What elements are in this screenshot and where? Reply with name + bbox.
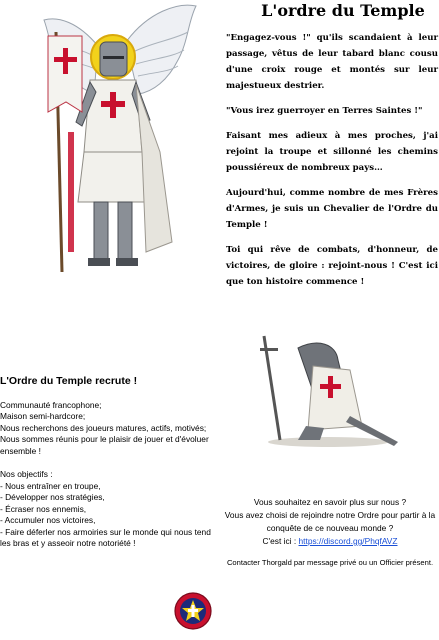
discord-link[interactable]: https://discord.gg/PhqfAVZ	[298, 536, 398, 546]
objective-item: - Développer nos stratégies,	[0, 492, 105, 502]
order-emblem-logo	[174, 592, 212, 630]
recruit-heading: L'Ordre du Temple recrute !	[0, 375, 138, 387]
recruitment-section	[0, 376, 220, 550]
recruit-line: Nous recherchons des joueurs matures, actifs, motivés;	[0, 422, 207, 433]
recruit-line: Communauté francophone;	[0, 399, 102, 410]
contact-section	[222, 496, 438, 569]
intro-paragraph: Aujourd'hui, comme nombre de mes Frères d'Armes, je suis un Chevalier de l'Ordre du Temple !	[226, 188, 438, 230]
contact-here-label: C'est ici :	[262, 536, 299, 546]
intro-paragraph: Toi qui rêve de combats, d'honneur, de victoires, de gloire : rejoint-nous ! C'est ici que ton histoire commence !	[226, 245, 438, 287]
objective-item: - Accumuler nos victoires,	[0, 515, 96, 525]
intro-paragraph: "Vous irez guerroyer en Terres Saintes !"	[226, 106, 423, 116]
winged-templar-knight-illustration	[38, 2, 198, 284]
contact-link-line	[222, 535, 438, 548]
contact-note: Contacter Thorgald par message privé ou un Officier présent.	[226, 558, 434, 567]
intro-text	[226, 30, 438, 299]
kneeling-knight-illustration	[258, 330, 408, 448]
objective-item: - Faire déferler nos armoiries sur le monde qui nous tend les bras et y asseoir notre notoriété !	[0, 526, 211, 548]
intro-paragraph: Faisant mes adieux à mes proches, j'ai rejoint la troupe et sillonné les chemins poussiéreux de nombreux pays…	[226, 131, 438, 173]
intro-paragraph: "Engagez-vous !" qu'ils scandaient à leur passage, vêtus de leur tabard blanc cousu d'une croix rouge et montés sur leur majestueux destrier.	[226, 33, 438, 91]
recruit-line: Nous sommes réunis pour le plaisir de jouer et d'évoluer ensemble !	[0, 434, 209, 456]
page-title: L'ordre du Temple	[261, 1, 425, 20]
contact-question: Vous souhaitez en savoir plus sur nous ?	[253, 497, 407, 507]
contact-invite: Vous avez choisi de rejoindre notre Ordre pour partir à la conquête de ce nouveau monde ?	[224, 510, 436, 533]
objectives-heading: Nos objectifs :	[0, 469, 53, 479]
objective-item: - Nous entraîner en troupe,	[0, 480, 101, 491]
recruit-line: Maison semi-hardcore;	[0, 411, 86, 421]
objective-item: - Écraser nos ennemis,	[0, 503, 87, 514]
